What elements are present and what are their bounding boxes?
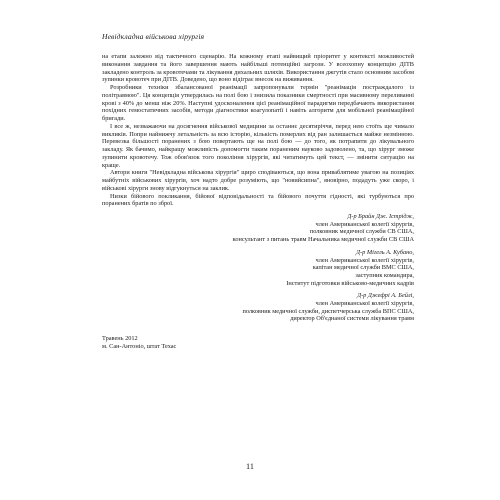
signature-block bbox=[102, 213, 414, 244]
closing-date: Травень 2012 bbox=[102, 335, 138, 343]
signatory-title: член Американської колегії хірургів, bbox=[315, 300, 414, 308]
body-paragraph: Автори книги "Невідкладна військова хірургія" щиро сподіваються, що вона приваблятиме увагою на позиціях майбутніх військових хірургів, хоч надто добре розуміють, що "новийсипна", яновірно, подадуть уже скоро, і військові хірурги знову відгукнуться на заклик. bbox=[102, 169, 414, 192]
signatory-title: полковник медичної служби, диспетчерська служба ВПС США, bbox=[242, 307, 414, 315]
closing-place: м. Сан-Антоніо, штат Техас bbox=[102, 342, 177, 350]
signatory-title: Інститут підготовки військово-медичних кадрів bbox=[286, 279, 414, 287]
closing-dateline bbox=[102, 335, 414, 350]
signatory-title: член Американської колегії хірургів, bbox=[315, 220, 414, 228]
body-text bbox=[102, 53, 414, 208]
signatory-name: Д-р Брайн Дж. Істрідж, bbox=[347, 213, 414, 220]
signatory-title: капітан медичної служби ВМС США, bbox=[312, 264, 414, 272]
running-header: Невідкладна військова хірургія bbox=[102, 32, 205, 41]
signatory-name: Д-р Джефрі А. Бейлі, bbox=[357, 292, 414, 300]
signatory-name: Д-р Мігель А. Кубано, bbox=[356, 248, 414, 256]
body-paragraph: на етапи залежно від тактичного сценарію. На кожному етапі найвищий пріоритет у контексті можливостей виконання завдання та його завершення мають найбільші потенційні загрози. У всеохопну концепцію ДІТВ закладено контроль за кровотечами та лікування дихальних шляхів. Використання джгутів стало основним засобом зупинки кровотеч при ДІТВ. Доведено, що воно відіграє внесок на виживання. bbox=[102, 53, 414, 84]
signatory-title: консультант з питань травм Начальника медичної служби СВ США bbox=[232, 236, 414, 244]
signatory-title: заступник командира, bbox=[355, 271, 414, 279]
signatory-title: член Американської колегії хірургів, bbox=[315, 256, 414, 264]
body-paragraph: Низки бійового покликання, бійової відповідальності та бійового почуття гідності, які турбуються про поранених братів по зброї. bbox=[102, 192, 414, 208]
signature-block bbox=[102, 249, 414, 288]
signatory-title: полковник медичної служби СВ США, bbox=[309, 228, 414, 236]
signature-block bbox=[102, 292, 414, 323]
signatory-title: директор Об'єднаної системи лікування травм bbox=[290, 315, 414, 323]
body-paragraph: Розробники техніки збалансованої реанімації запропонували термін "реанімація постраждалого із політравмою". Ця концепція утвердилась на полі бою і знизила показники смертності при масивному переливанні крові з 40% до менш ніж 20%. Наступні удосконалення цієї реанімаційної парадигми передбачають використання похідних гемостатичних засобів, методи діагностики коагулопатії і навіть алгоритм для мобільної реанімаційної бригади. bbox=[102, 84, 414, 122]
body-paragraph: І все ж, незважаючи на досягнення військової медицини за останнє десятиріччя, перед нею стоїть ще чимало викликів. Попри найнижчу летальність за всю історію, кількість померлих від ран залишається майже незмінною. Перевезка більшості поранених з бою повертають ще на полі бою — до того, як потрапити до лікувального закладу. Як бачимо, найкращу можливість допомогти таким пораненим науково задоволено, та, що хірург зможе зупинити кровотечу. Тож обов'язок того покоління хірургів, які читатимуть цей текст, — змінити ситуацію на краще. bbox=[102, 122, 414, 169]
page-number: 11 bbox=[246, 462, 254, 471]
